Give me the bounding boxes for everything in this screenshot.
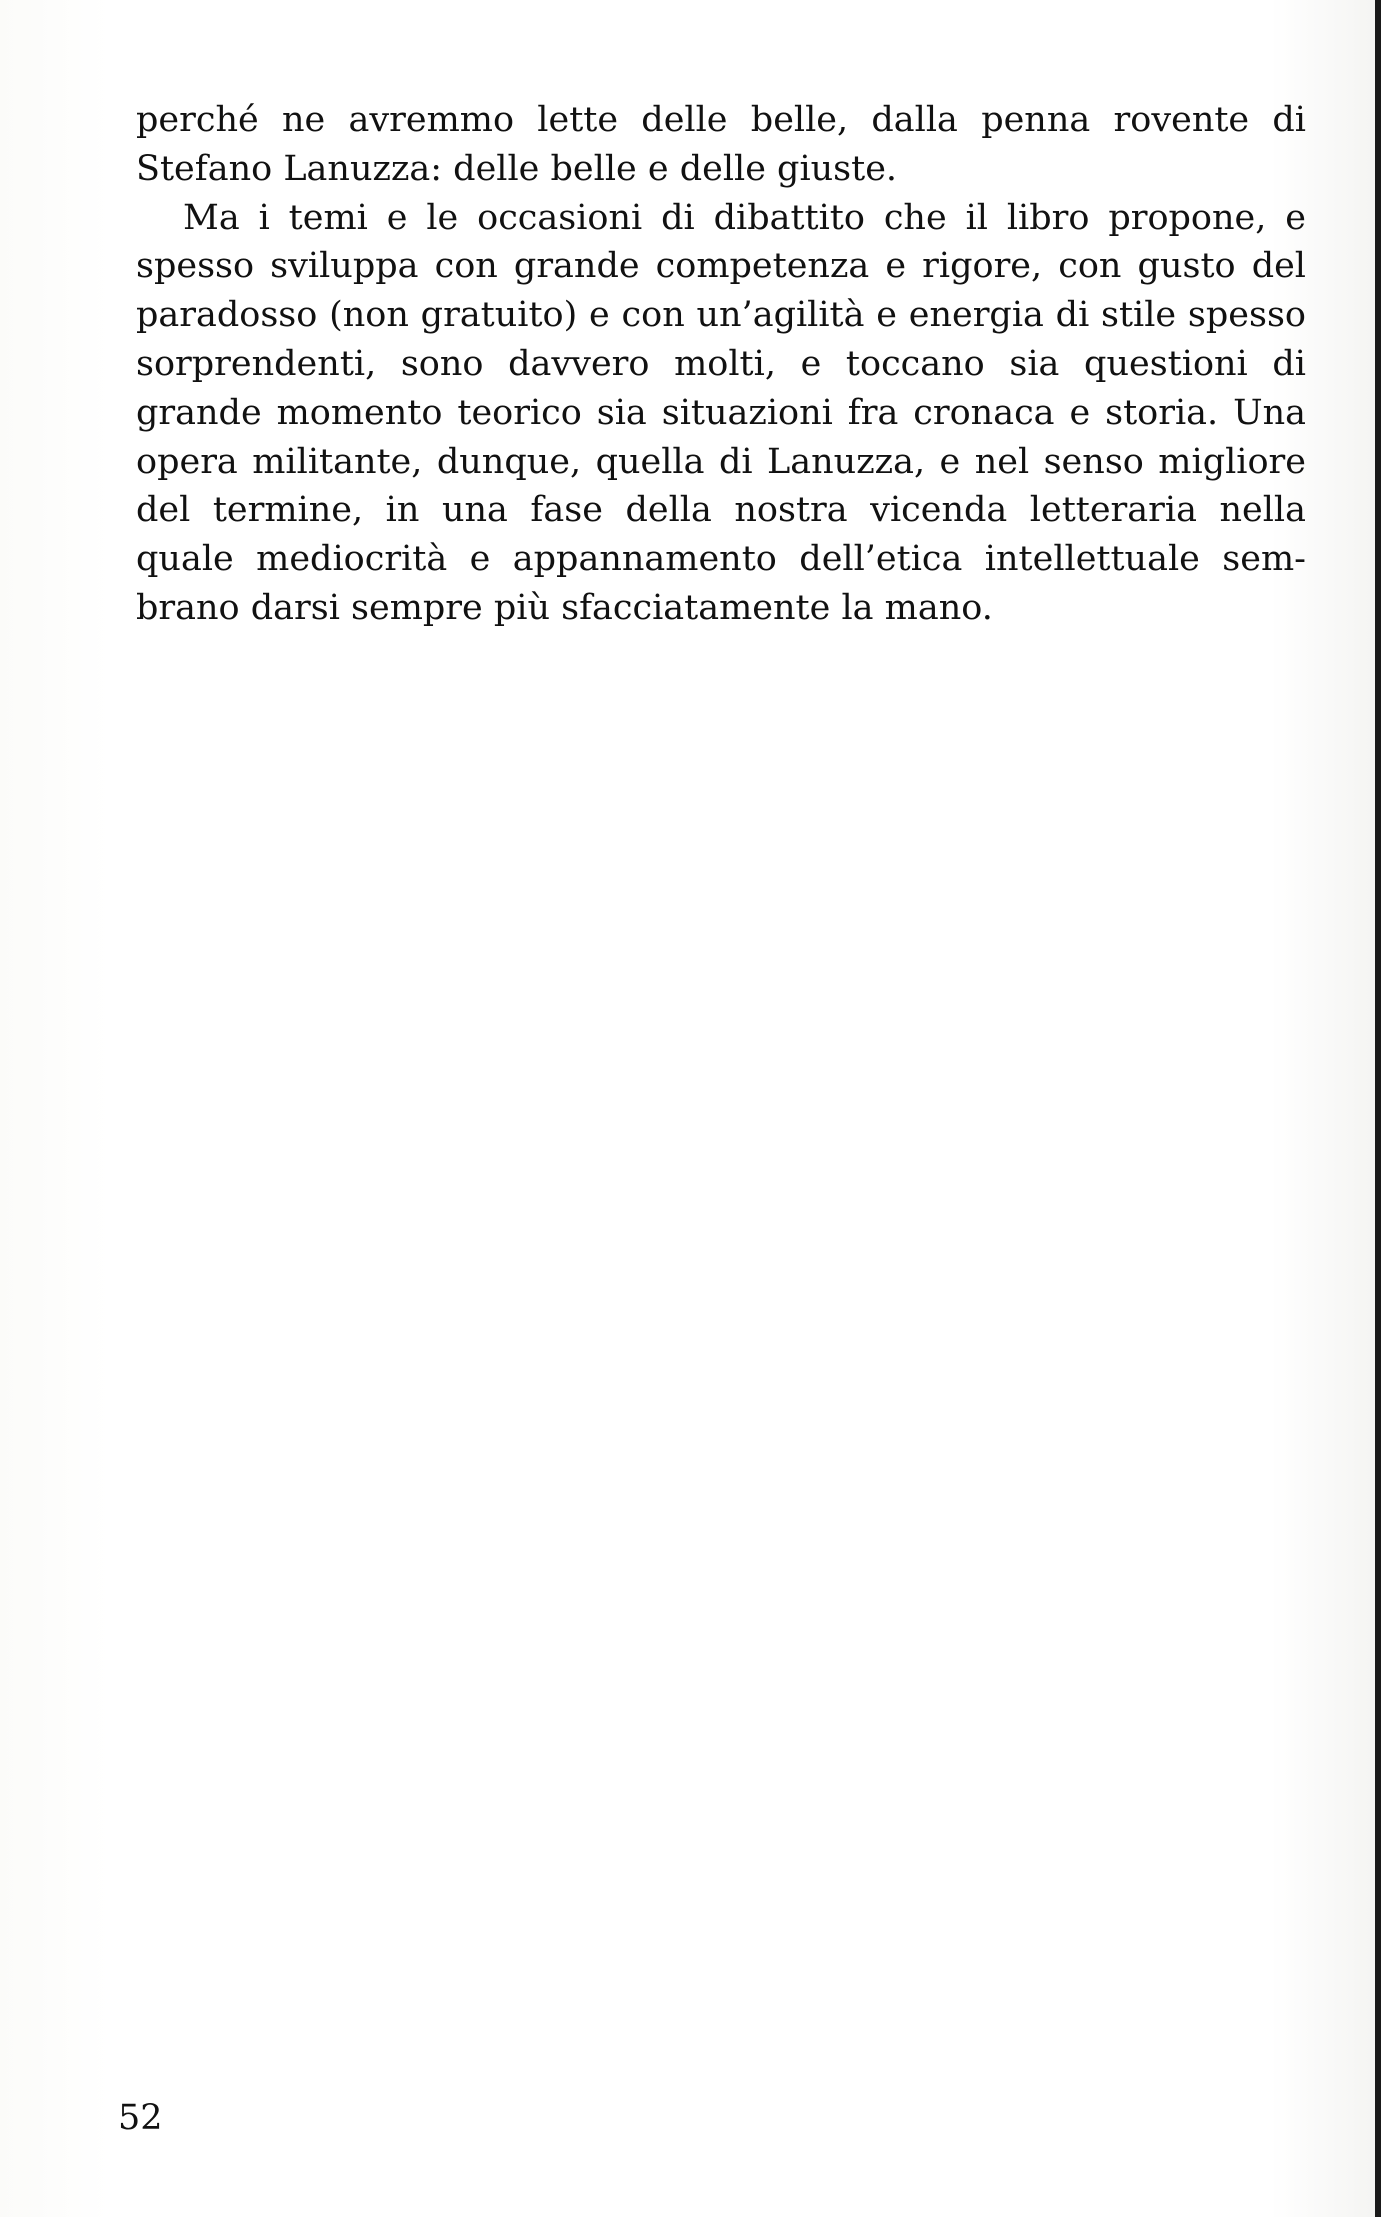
page-edge-shadow (1375, 0, 1381, 2217)
page-number: 52 (118, 2098, 163, 2138)
body-text (136, 96, 1306, 633)
paragraph-2: Ma i temi e le occasioni di dibattito che il libro propone, e spesso sviluppa con grande competenza e rigore, con gusto del paradosso (non gratuito) e con un’agilità e energia di stile spesso sorprendenti, sono davvero molti, e toccano sia questioni di grande momento teorico sia situazioni fra cronaca e storia. Una opera militante, dunque, quella di Lanuzza, e nel senso migliore del termine, in una fase della nostra vicenda letteraria nella quale mediocrità e appannamento dell’etica intellettuale sembrano darsi sempre più sfacciatamente la mano. (136, 197, 1306, 628)
paragraph-1: perché ne avremmo lette delle belle, dalla penna rovente di Stefano Lanuzza: delle belle e delle giuste. (136, 100, 1306, 189)
